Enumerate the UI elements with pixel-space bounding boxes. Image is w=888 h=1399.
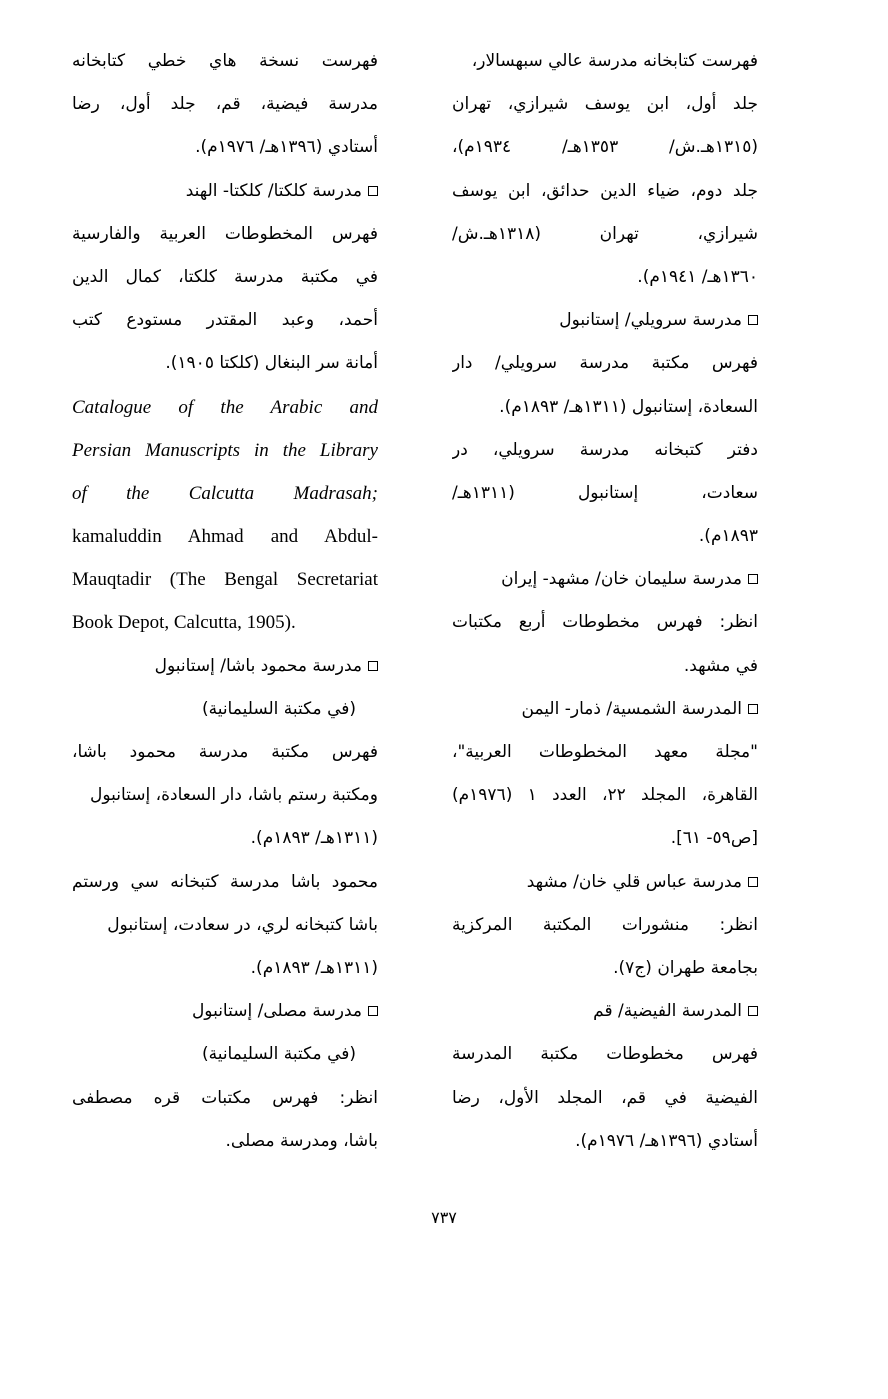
checkbox-bullet-icon [368, 1006, 378, 1016]
checkbox-bullet-icon [368, 661, 378, 671]
text-line: محمود باشا مدرسة كتبخانه سي ورستم [72, 871, 378, 892]
text-line: Mauqtadir (The Bengal Secretariat [72, 569, 378, 591]
text-line: ١٨٩٣م). [698, 526, 758, 547]
section-heading [72, 990, 378, 1033]
text-line: فهرس المخطوطات العربية والفارسية [72, 223, 378, 244]
text-line: انظر: منشورات المكتبة المركزية [452, 914, 758, 935]
text-line: أستادي (١٣٩٦هـ/ ١٩٧٦م). [575, 1130, 758, 1151]
checkbox-bullet-icon [368, 186, 378, 196]
text-line: في مكتبة مدرسة كلكتا، كمال الدين [72, 266, 378, 287]
text-line: ومكتبة رستم باشا، دار السعادة، إستانبول [89, 785, 378, 806]
page-number: ٧٣٧ [431, 1208, 457, 1227]
section-heading-text: المدرسة الفيضية/ قم [593, 1001, 742, 1022]
text-line: (في مكتبة السليمانية) [201, 1044, 356, 1065]
text-line: السعادة، إستانبول (١٣١١هـ/ ١٨٩٣م). [499, 396, 758, 417]
text-line: سعادت، إستانبول (١٣١١هـ/ [452, 482, 758, 503]
text-line: Catalogue of the Arabic and [72, 396, 378, 418]
text-line: باشا، ومدرسة مصلى. [225, 1130, 378, 1151]
text-line: ١٣٦٠هـ/ ١٩٤١م). [637, 266, 758, 287]
checkbox-bullet-icon [748, 1006, 758, 1016]
text-line: القاهرة، المجلد ٢٢، العدد ١ (١٩٧٦م) [452, 785, 758, 806]
section-heading-text: مدرسة عباس قلي خان/ مشهد [526, 871, 742, 892]
text-line: kamaluddin Ahmad and Abdul- [72, 526, 378, 548]
text-line: الفيضية في قم، المجلد الأول، رضا [452, 1087, 758, 1108]
text-line: أمانة سر البنغال (كلكتا ١٩٠٥). [165, 353, 378, 374]
section-heading [452, 688, 758, 731]
section-heading [452, 558, 758, 601]
text-line: فهرس مخطوطات مكتبة المدرسة [452, 1044, 758, 1065]
text-line: فهرس مكتبة مدرسة سرويلي/ دار [452, 353, 758, 374]
section-heading-text: مدرسة سرويلي/ إستانبول [559, 310, 742, 331]
text-line: Persian Manuscripts in the Library [72, 439, 378, 461]
text-line: مدرسة فيضية، قم، جلد أول، رضا [72, 94, 378, 115]
text-line: Book Depot, Calcutta, 1905). [72, 612, 296, 634]
text-line: (١٣١١هـ/ ١٨٩٣م). [250, 828, 378, 849]
section-heading [72, 170, 378, 213]
text-line: أستادي (١٣٩٦هـ/ ١٩٧٦م). [195, 137, 378, 158]
text-line: انظر: فهرس مكتبات قره مصطفى [72, 1087, 378, 1108]
text-line: [ص٥٩- ٦١]. [670, 828, 758, 849]
text-line: انظر: فهرس مخطوطات أربع مكتبات [452, 612, 758, 633]
text-line: باشا كتبخانه لري، در سعادت، إستانبول [107, 914, 378, 935]
text-line: فهرست نسخة هاي خطي كتابخانه [72, 51, 378, 71]
section-heading-text: مدرسة محمود باشا/ إستانبول [154, 655, 362, 676]
section-heading-text: مدرسة مصلى/ إستانبول [191, 1001, 362, 1022]
text-line: فهرس مكتبة مدرسة محمود باشا، [72, 742, 378, 762]
checkbox-bullet-icon [748, 574, 758, 584]
text-line: في مشهد. [683, 655, 758, 676]
text-line: جلد دوم، ضياء الدين حدائق، ابن يوسف [452, 180, 758, 201]
text-line: دفتر كتبخانه مدرسة سرويلي، در [452, 439, 758, 460]
section-heading [452, 990, 758, 1033]
checkbox-bullet-icon [748, 877, 758, 887]
text-line: فهرست كتابخانه مدرسة عالي سبهسالار، [471, 51, 758, 71]
section-heading-text: مدرسة سليمان خان/ مشهد- إيران [501, 569, 742, 590]
section-heading [452, 861, 758, 904]
section-heading-text: المدرسة الشمسية/ ذمار- اليمن [521, 698, 742, 719]
text-line: "مجلة معهد المخطوطات العربية"، [452, 742, 758, 762]
section-heading-text: مدرسة كلكتا/ كلكتا- الهند [185, 180, 362, 201]
text-line: of the Calcutta Madrasah; [72, 482, 378, 504]
text-line: (١٣١٥هـ.ش/ ١٣٥٣هـ/ ١٩٣٤م)، [452, 137, 758, 158]
text-line: (في مكتبة السليمانية) [201, 698, 356, 719]
checkbox-bullet-icon [748, 315, 758, 325]
text-line: أحمد، وعبد المقتدر مستودع كتب [72, 310, 378, 331]
section-heading [452, 299, 758, 342]
text-line: شيرازي، تهران (١٣١٨هـ.ش/ [452, 223, 758, 244]
text-line: بجامعة طهران (ج٧). [613, 957, 758, 978]
section-heading [72, 645, 378, 688]
right-column [452, 40, 758, 1163]
text-line: جلد أول، ابن يوسف شيرازي، تهران [452, 94, 758, 115]
checkbox-bullet-icon [748, 704, 758, 714]
left-column [72, 40, 378, 1163]
text-line: (١٣١١هـ/ ١٨٩٣م). [250, 957, 378, 978]
